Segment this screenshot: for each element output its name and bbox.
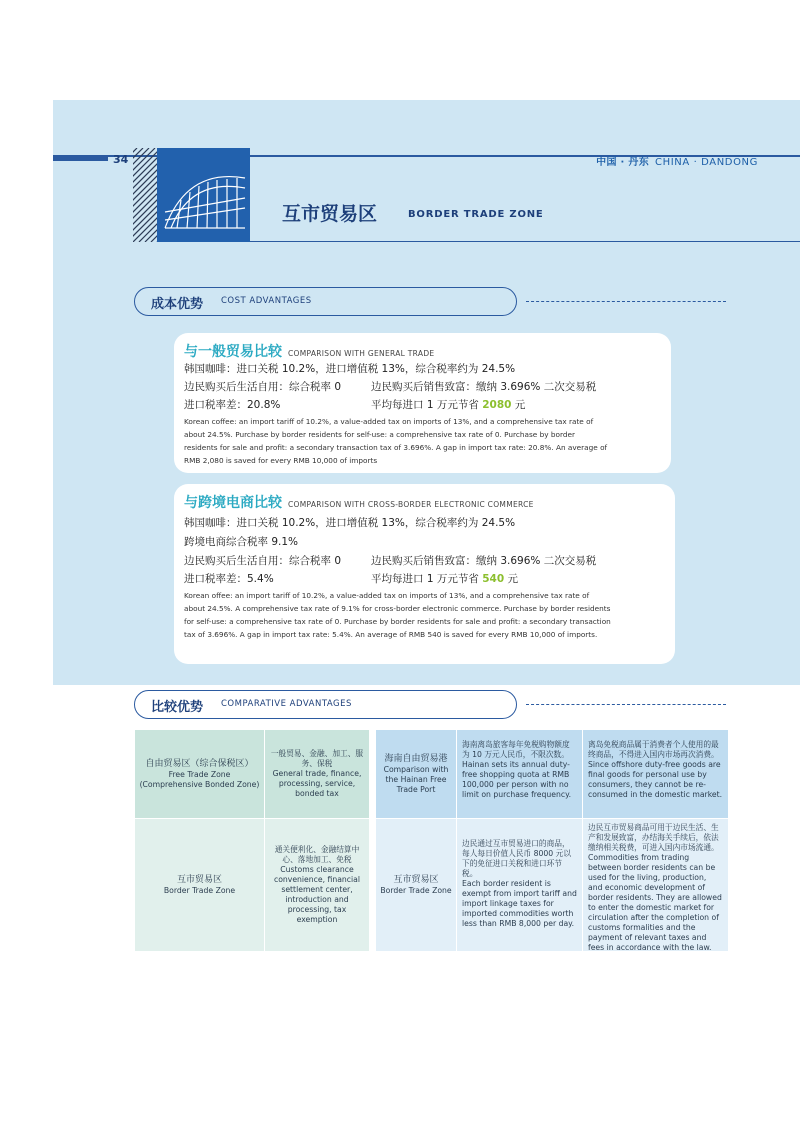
table-cell-quota (457, 819, 582, 951)
use-cn: 边民互市贸易商品可用于边民生活、生产和发展致富，办结海关手续后，依法缴纳相关税费，可进入国内市场流通。 (588, 823, 719, 852)
saving-highlight: 2080 (482, 399, 512, 411)
quota-cn: 边民通过互市贸易进口的商品，每人每日价值人民币 8000 元以下的免征进口关税和进口环节税。 (462, 839, 572, 878)
title-rule (250, 241, 800, 242)
ecommerce-line-3-right: 边民购买后销售致富：缴纳 3.696% 二次交易税 (371, 555, 597, 567)
zone-title-en: BORDER TRADE ZONE (408, 209, 544, 220)
ecommerce-english-text: Korean offee: an import tariff of 10.2%, a value-added tax on imports of 13%, and a comprehensive tax rate of about 24.5%. A comprehensive tax rate of 9.1% for cross-border electronic commerce. Purchase by border residents for self-use: a comprehensive tax rate of 0. Purchase by border residents for sale and profit: a secondary transaction tax of 3.696%. A gap in import tax rate: 5.4%. An average of RMB 540 is saved for every RMB 10,000 of imports. (184, 591, 611, 639)
cost-title-en: COST ADVANTAGES (221, 296, 312, 306)
cost-advantages-heading (134, 287, 517, 316)
brand-header (596, 153, 758, 168)
scope-cn: 一般贸易、金融、加工、服务、保税 (270, 749, 364, 768)
table-cell-zone-name (135, 730, 264, 818)
scope-en: Customs clearance convenience, financial settlement center, introduction and processing, tax exemption (273, 865, 361, 924)
use-cn: 离岛免税商品属于消费者个人使用的最终商品，不得进入国内市场再次消费。 (588, 740, 719, 759)
general-line-3-left: 进口税率差：20.8% (184, 399, 281, 411)
scope-cn: 通关便利化、金融结算中心、落地加工、免税 (274, 845, 360, 864)
ecommerce-line-1: 韩国咖啡：进口关税 10.2%，进口增值税 13%，综合税率约为 24.5% (184, 517, 516, 529)
port-en: Comparison with the Hainan Free Trade Port (383, 765, 449, 794)
ecommerce-card-title (184, 492, 665, 512)
general-trade-card (174, 333, 671, 473)
saving-suffix: 元 (507, 573, 518, 585)
ecommerce-title-cn: 与跨境电商比较 (184, 495, 282, 511)
general-english-text: Korean coffee: an import tariff of 10.2%, a value-added tax on imports of 13%, and a comprehensive tax rate of about 24.5%. Purchase by border residents for self-use: a comprehensive tax rate of 0. Purchase by border residents for sale and profit: a secondary transaction tax of 3.696%. A gap in import tax rate: 20.8%. An average of RMB 2,080 is saved for every RMB 10,000 of imports (184, 417, 608, 465)
brand-en: CHINA · DANDONG (655, 157, 758, 168)
scope-en: General trade, finance, processing, service, bonded tax (272, 769, 362, 798)
zone-name-en: Free Trade Zone (Comprehensive Bonded Zone) (139, 770, 260, 789)
general-line-3-right (371, 397, 525, 412)
ecommerce-title-en: COMPARISON WITH CROSS-BORDER ELECTRONIC COMMERCE (288, 500, 534, 509)
table-cell-port (376, 730, 456, 818)
saving-prefix: 平均每进口 1 万元节省 (371, 399, 479, 411)
ecommerce-line-2: 跨境电商综合税率 9.1% (184, 536, 299, 548)
page-number: 34 (113, 153, 129, 166)
port-cn: 互市贸易区 (393, 875, 439, 885)
port-en: Border Trade Zone (380, 886, 452, 895)
header-rule-accent (53, 157, 108, 161)
saving-suffix: 元 (514, 399, 526, 411)
quota-en: Each border resident is exempt from import tariff and import linkage taxes for imported commodities worth less than RMB 8,000 per day. (462, 879, 577, 928)
zone-name-en: Border Trade Zone (163, 886, 236, 895)
table-cell-use (583, 819, 728, 951)
ecommerce-card (174, 484, 675, 664)
use-en: Commodities from trading between border residents can be used for the living, production, and economic development of border residents. They are allowed to enter the domestic market for circulation after the completion of customs formalities and the payment of relevant taxes and fees in accordance with the law. (588, 853, 722, 952)
table-cell-port (376, 819, 456, 951)
table-cell-quota (457, 730, 582, 818)
saving-prefix: 平均每进口 1 万元节省 (371, 573, 479, 585)
comparative-advantages-heading (134, 690, 517, 719)
dashed-divider (526, 301, 726, 302)
zone-name-cn: 互市贸易区 (176, 875, 222, 885)
general-line-1: 韩国咖啡：进口关税 10.2%，进口增值税 13%，综合税率约为 24.5% (184, 363, 516, 375)
saving-highlight: 540 (482, 573, 505, 585)
table-cell-scope (265, 819, 369, 951)
comparative-title-cn: 比较优势 (151, 700, 204, 715)
table-cell-zone-name (135, 819, 264, 951)
quota-cn: 海南离岛旅客每年免税购物额度为 10 万元人民币，不限次数。 (462, 740, 570, 759)
quota-en: Hainan sets its annual duty-free shopping quota at RMB 100,000 per person with no limit on purchase frequency. (462, 760, 572, 799)
table-cell-scope (265, 730, 369, 818)
port-cn: 海南自由贸易港 (384, 754, 448, 764)
table-cell-use (583, 730, 728, 818)
use-en: Since offshore duty-free goods are final goods for personal use by consumers, they cannot be re-consumed in the domestic market. (588, 760, 723, 799)
general-card-title (184, 341, 661, 361)
general-line-2-left: 边民购买后生活自用：综合税率 0 (184, 381, 342, 393)
cost-title-cn: 成本优势 (151, 297, 204, 312)
comparative-title-en: COMPARATIVE ADVANTAGES (221, 699, 352, 709)
dashed-divider (526, 704, 726, 705)
zone-title: 互市贸易区 (282, 203, 378, 225)
ecommerce-line-3-left: 边民购买后生活自用：综合税率 0 (184, 555, 342, 567)
brand-cn: 中国 · 丹东 (596, 157, 650, 168)
ecommerce-line-4-right (371, 571, 518, 586)
general-title-en: COMPARISON WITH GENERAL TRADE (288, 349, 435, 358)
general-line-2-right: 边民购买后销售致富：缴纳 3.696% 二次交易税 (371, 381, 597, 393)
zone-name-cn: 自由贸易区（综合保税区） (145, 759, 254, 769)
general-title-cn: 与一般贸易比较 (184, 344, 282, 360)
building-illustration (157, 148, 250, 242)
ecommerce-line-4-left: 进口税率差：5.4% (184, 573, 274, 585)
